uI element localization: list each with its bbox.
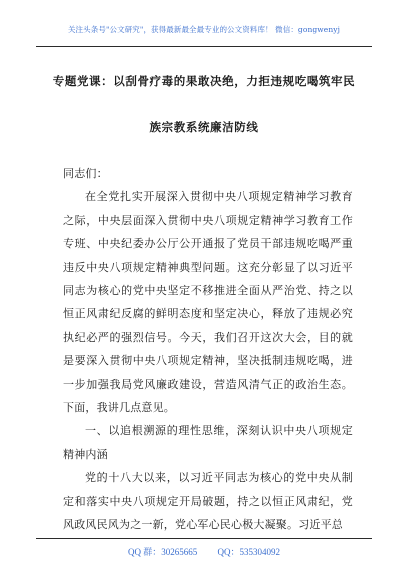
footer-contact: [0, 545, 408, 558]
section-heading-1: 一、以追根溯源的理性思维，深刻认识中央八项规定精神内涵: [63, 424, 353, 461]
paragraph-intro: 在全党扎实开展深入贯彻中央八项规定精神学习教育之际，中央层面深入贯彻中央八项规定精神学习教育工作专班、中央纪委办公厅公开通报了党员干部违规吃喝严重违反中央八项规定精神典型问题。这充分彰显了以习近平同志为核心的党中央坚定不移推进全面从严治党、持之以恒正风肃纪反腐的鲜明态度和坚定决心，释放了违规必究执纪必严的强烈信号。今天，我们召开这次大会，目的就是要深入贯彻中央八项规定精神，坚决抵制违规吃喝，进一步加强我局党风廉政建设，营造风清气正的政治生态。下面，我讲几点意见。: [63, 190, 353, 415]
document-body: [63, 162, 353, 537]
footer-qq: QQ：535304092: [217, 547, 280, 557]
footer-qq-group: QQ 群：30265665: [128, 547, 198, 557]
document-title-line-1: 专题党课：以刮骨疗毒的果敢决绝，力拒违规吃喝筑牢民: [52, 74, 356, 88]
footer-divider: [36, 538, 372, 539]
paragraph-section-1: 党的十八大以来，以习近平同志为核心的党中央从制定和落实中央八项规定开局破题，持之以恒正风肃纪，党风政风民风为之一新，党心军心民心极大凝聚。习近平总: [63, 471, 353, 532]
header-note: 关注头条号"公文研究"，获得最新最全最专业的公文资料库！ 微信：gongwenyj: [67, 25, 341, 34]
salutation: 同志们：: [63, 167, 108, 180]
header-divider: [36, 46, 372, 47]
document-title-line-2: 族宗教系统廉洁防线: [149, 120, 259, 134]
